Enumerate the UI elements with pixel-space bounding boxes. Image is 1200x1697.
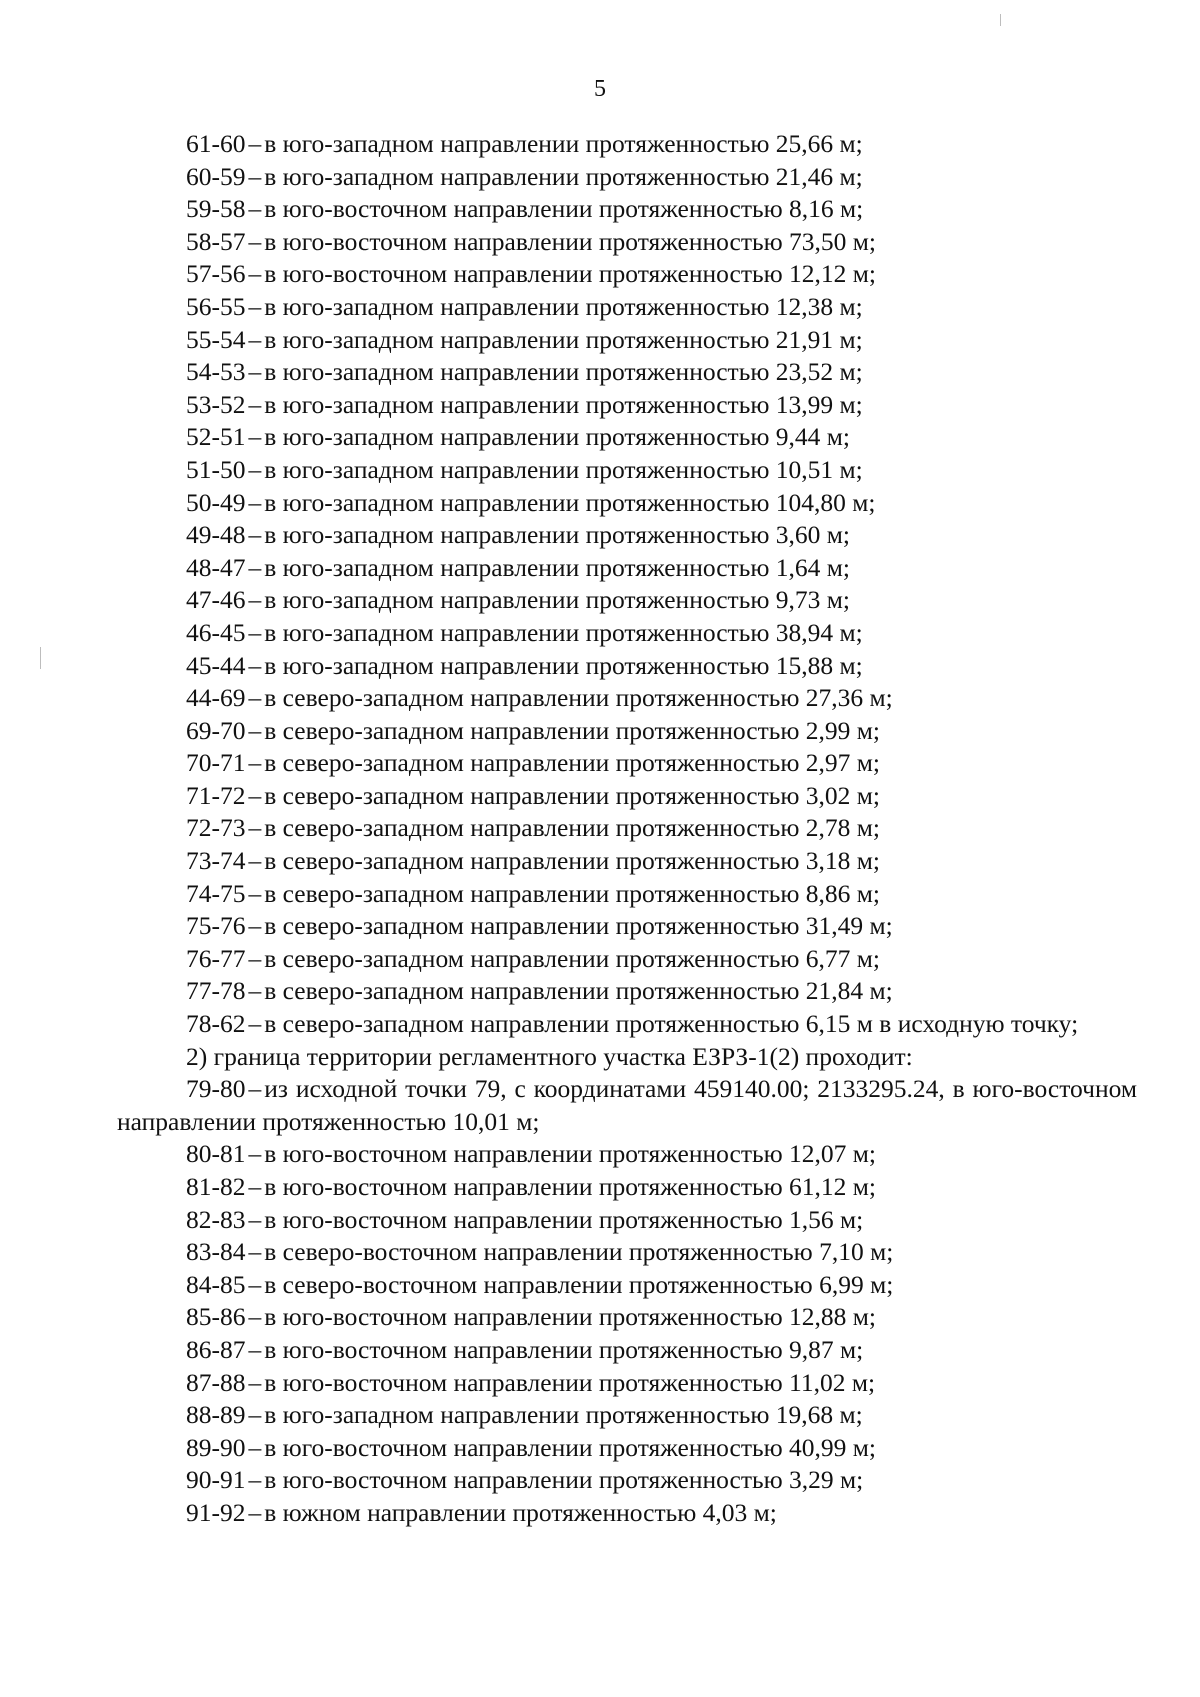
segment-id: 57-56 bbox=[186, 259, 246, 289]
boundary-segment bbox=[117, 356, 1137, 389]
boundary-segment bbox=[117, 128, 1137, 161]
segment-id: 86-87 bbox=[186, 1334, 246, 1364]
boundary-segment bbox=[117, 161, 1137, 194]
segment-id: 90-91 bbox=[186, 1465, 246, 1495]
segment-text: в северо-западном направлении протяженностью 2,97 м; bbox=[264, 748, 880, 778]
boundary-segment bbox=[117, 878, 1137, 911]
boundary-segment bbox=[117, 1334, 1137, 1367]
dash: – bbox=[248, 1400, 262, 1430]
dash: – bbox=[248, 1204, 262, 1234]
dash: – bbox=[248, 487, 262, 517]
dash: – bbox=[248, 1237, 262, 1267]
section-2-intro: 2) граница территории регламентного участка ЕЗРЗ-1(2) проходит: bbox=[186, 1041, 913, 1071]
dash: – bbox=[248, 585, 262, 615]
segment-id: 45-44 bbox=[186, 650, 246, 680]
dash: – bbox=[248, 1367, 262, 1397]
dash: – bbox=[248, 650, 262, 680]
segment-text: в южном направлении протяженностью 4,03 м; bbox=[264, 1497, 777, 1527]
dash: – bbox=[248, 780, 262, 810]
scan-artifact bbox=[1000, 14, 1001, 26]
segment-text: в северо-восточном направлении протяженностью 7,10 м; bbox=[264, 1237, 894, 1267]
segment-text: в северо-западном направлении протяженностью 3,02 м; bbox=[264, 780, 880, 810]
segment-id: 81-82 bbox=[186, 1172, 246, 1201]
dash: – bbox=[248, 715, 262, 745]
boundary-segment bbox=[117, 910, 1137, 943]
segment-text: в юго-восточном направлении протяженностью 61,12 м; bbox=[264, 1172, 877, 1201]
segment-id: 44-69 bbox=[186, 683, 246, 713]
segment-text: в юго-восточном направлении протяженностью 73,50 м; bbox=[264, 226, 877, 256]
segment-id: 46-45 bbox=[186, 617, 246, 647]
dash: – bbox=[248, 1465, 262, 1495]
dash: – bbox=[248, 813, 262, 843]
segment-text: в юго-западном направлении протяженностью 19,68 м; bbox=[264, 1400, 863, 1430]
segment-text: в юго-западном направлении протяженностью 25,66 м; bbox=[264, 129, 863, 158]
dash: – bbox=[248, 161, 262, 191]
boundary-segment bbox=[117, 1236, 1137, 1269]
dash: – bbox=[248, 878, 262, 908]
dash: – bbox=[248, 911, 262, 941]
segment-id: 52-51 bbox=[186, 422, 246, 452]
dash: – bbox=[248, 129, 262, 158]
boundary-segment bbox=[117, 1171, 1137, 1204]
segment-text: в северо-западном направлении протяженностью 2,99 м; bbox=[264, 715, 880, 745]
segment-text: в юго-восточном направлении протяженностью 11,02 м; bbox=[264, 1367, 876, 1397]
boundary-segment bbox=[117, 812, 1137, 845]
boundary-segment bbox=[117, 1464, 1137, 1497]
segment-text: в юго-западном направлении протяженностью 12,38 м; bbox=[264, 291, 863, 321]
segment-text: в северо-западном направлении протяженностью 2,78 м; bbox=[264, 813, 880, 843]
dash: – bbox=[248, 1432, 262, 1462]
segment-id: 71-72 bbox=[186, 780, 246, 810]
boundary-segment bbox=[117, 454, 1137, 487]
scan-artifact bbox=[40, 647, 41, 669]
segment-id: 60-59 bbox=[186, 161, 246, 191]
dash: – bbox=[248, 1497, 262, 1527]
boundary-segment bbox=[117, 584, 1137, 617]
boundary-segment bbox=[117, 226, 1137, 259]
dash: – bbox=[248, 683, 262, 713]
boundary-segment bbox=[117, 650, 1137, 683]
dash: – bbox=[248, 454, 262, 484]
segment-text: в северо-западном направлении протяженностью 6,15 м в исходную точку; bbox=[264, 1009, 1079, 1039]
segment-text: в юго-восточном направлении протяженностью 12,88 м; bbox=[264, 1302, 877, 1332]
boundary-segment-list-2 bbox=[117, 1138, 1137, 1529]
segment-text: в юго-западном направлении протяженностью 9,73 м; bbox=[264, 585, 850, 615]
dash: – bbox=[248, 1172, 262, 1201]
segment-text: в юго-западном направлении протяженностью 1,64 м; bbox=[264, 552, 850, 582]
segment-text: из исходной точки 79, с координатами 459140.00; 2133295.24, в юго-восточном направлении протяженностью 10,01 м; bbox=[117, 1074, 1137, 1136]
segment-text: в северо-западном направлении протяженностью 3,18 м; bbox=[264, 846, 880, 876]
boundary-segment bbox=[117, 1399, 1137, 1432]
boundary-segment-79-80 bbox=[117, 1073, 1137, 1138]
dash: – bbox=[248, 846, 262, 876]
boundary-segment bbox=[117, 552, 1137, 585]
dash: – bbox=[248, 748, 262, 778]
segment-id: 85-86 bbox=[186, 1302, 246, 1332]
segment-id: 91-92 bbox=[186, 1497, 246, 1527]
segment-id: 80-81 bbox=[186, 1139, 246, 1169]
segment-text: в северо-восточном направлении протяженностью 6,99 м; bbox=[264, 1269, 894, 1299]
boundary-segment bbox=[117, 617, 1137, 650]
boundary-segment-78-62 bbox=[117, 1008, 1137, 1041]
dash: – bbox=[248, 520, 262, 550]
segment-id: 48-47 bbox=[186, 552, 246, 582]
dash: – bbox=[248, 291, 262, 321]
segment-id: 54-53 bbox=[186, 357, 246, 387]
boundary-segment bbox=[117, 1497, 1137, 1530]
dash: – bbox=[248, 1269, 262, 1299]
segment-id: 88-89 bbox=[186, 1400, 246, 1430]
dash: – bbox=[248, 1074, 262, 1104]
boundary-segment bbox=[117, 845, 1137, 878]
segment-id: 59-58 bbox=[186, 194, 246, 224]
segment-text: в юго-западном направлении протяженностью 21,91 м; bbox=[264, 324, 863, 354]
segment-text: в юго-восточном направлении протяженностью 12,12 м; bbox=[264, 259, 877, 289]
segment-id: 78-62 bbox=[186, 1009, 246, 1039]
boundary-segment bbox=[117, 324, 1137, 357]
segment-text: в юго-восточном направлении протяженностью 1,56 м; bbox=[264, 1204, 864, 1234]
boundary-segment bbox=[117, 1138, 1137, 1171]
segment-id: 70-71 bbox=[186, 748, 246, 778]
segment-id: 82-83 bbox=[186, 1204, 246, 1234]
boundary-segment bbox=[117, 1204, 1137, 1237]
boundary-segment bbox=[117, 258, 1137, 291]
segment-text: в северо-западном направлении протяженностью 27,36 м; bbox=[264, 683, 893, 713]
segment-id: 58-57 bbox=[186, 226, 246, 256]
segment-id: 75-76 bbox=[186, 911, 246, 941]
segment-id: 89-90 bbox=[186, 1432, 246, 1462]
segment-text: в юго-восточном направлении протяженностью 8,16 м; bbox=[264, 194, 864, 224]
segment-text: в юго-западном направлении протяженностью 15,88 м; bbox=[264, 650, 863, 680]
segment-id: 56-55 bbox=[186, 291, 246, 321]
dash: – bbox=[248, 357, 262, 387]
segment-text: в юго-западном направлении протяженностью 13,99 м; bbox=[264, 389, 863, 419]
segment-id: 76-77 bbox=[186, 943, 246, 973]
boundary-segment bbox=[117, 519, 1137, 552]
segment-id: 47-46 bbox=[186, 585, 246, 615]
dash: – bbox=[248, 1139, 262, 1169]
dash: – bbox=[248, 226, 262, 256]
segment-id: 87-88 bbox=[186, 1367, 246, 1397]
segment-id: 61-60 bbox=[186, 129, 246, 158]
segment-text: в юго-западном направлении протяженностью 23,52 м; bbox=[264, 357, 863, 387]
boundary-segment bbox=[117, 291, 1137, 324]
dash: – bbox=[248, 552, 262, 582]
dash: – bbox=[248, 1302, 262, 1332]
dash: – bbox=[248, 422, 262, 452]
boundary-segment-list-1 bbox=[117, 128, 1137, 1008]
segment-id: 77-78 bbox=[186, 976, 246, 1006]
segment-text: в юго-восточном направлении протяженностью 12,07 м; bbox=[264, 1139, 877, 1169]
boundary-segment bbox=[117, 421, 1137, 454]
dash: – bbox=[248, 976, 262, 1006]
segment-id: 51-50 bbox=[186, 454, 246, 484]
page-number: 5 bbox=[594, 76, 606, 102]
segment-id: 69-70 bbox=[186, 715, 246, 745]
boundary-segment bbox=[117, 975, 1137, 1008]
segment-text: в юго-западном направлении протяженностью 3,60 м; bbox=[264, 520, 850, 550]
segment-text: в северо-западном направлении протяженностью 6,77 м; bbox=[264, 943, 880, 973]
segment-text: в северо-западном направлении протяженностью 21,84 м; bbox=[264, 976, 893, 1006]
segment-text: в юго-западном направлении протяженностью 104,80 м; bbox=[264, 487, 876, 517]
dash: – bbox=[248, 617, 262, 647]
boundary-segment bbox=[117, 780, 1137, 813]
segment-id: 53-52 bbox=[186, 389, 246, 419]
dash: – bbox=[248, 259, 262, 289]
boundary-segment bbox=[117, 487, 1137, 520]
dash: – bbox=[248, 324, 262, 354]
dash: – bbox=[248, 943, 262, 973]
boundary-segment bbox=[117, 193, 1137, 226]
segment-id: 50-49 bbox=[186, 487, 246, 517]
dash: – bbox=[248, 389, 262, 419]
segment-text: в юго-восточном направлении протяженностью 3,29 м; bbox=[264, 1465, 864, 1495]
dash: – bbox=[248, 1334, 262, 1364]
segment-id: 74-75 bbox=[186, 878, 246, 908]
segment-text: в северо-западном направлении протяженностью 8,86 м; bbox=[264, 878, 880, 908]
segment-text: в северо-западном направлении протяженностью 31,49 м; bbox=[264, 911, 893, 941]
boundary-segment bbox=[117, 682, 1137, 715]
segment-text: в юго-восточном направлении протяженностью 9,87 м; bbox=[264, 1334, 864, 1364]
dash: – bbox=[248, 194, 262, 224]
segment-id: 49-48 bbox=[186, 520, 246, 550]
boundary-segment bbox=[117, 715, 1137, 748]
segment-text: в юго-западном направлении протяженностью 21,46 м; bbox=[264, 161, 863, 191]
segment-text: в юго-западном направлении протяженностью 9,44 м; bbox=[264, 422, 850, 452]
boundary-segment bbox=[117, 389, 1137, 422]
boundary-segment bbox=[117, 1301, 1137, 1334]
segment-id: 55-54 bbox=[186, 324, 246, 354]
segment-id: 73-74 bbox=[186, 846, 246, 876]
segment-id: 79-80 bbox=[186, 1074, 246, 1104]
boundary-segment bbox=[117, 747, 1137, 780]
segment-id: 72-73 bbox=[186, 813, 246, 843]
boundary-segment bbox=[117, 1269, 1137, 1302]
segment-id: 84-85 bbox=[186, 1269, 246, 1299]
boundary-segment bbox=[117, 943, 1137, 976]
document-body bbox=[117, 128, 1137, 1530]
boundary-segment bbox=[117, 1367, 1137, 1400]
boundary-segment bbox=[117, 1432, 1137, 1465]
segment-id: 83-84 bbox=[186, 1237, 246, 1267]
segment-text: в юго-западном направлении протяженностью 38,94 м; bbox=[264, 617, 863, 647]
dash: – bbox=[248, 1009, 262, 1039]
segment-text: в юго-восточном направлении протяженностью 40,99 м; bbox=[264, 1432, 877, 1462]
segment-text: в юго-западном направлении протяженностью 10,51 м; bbox=[264, 454, 863, 484]
